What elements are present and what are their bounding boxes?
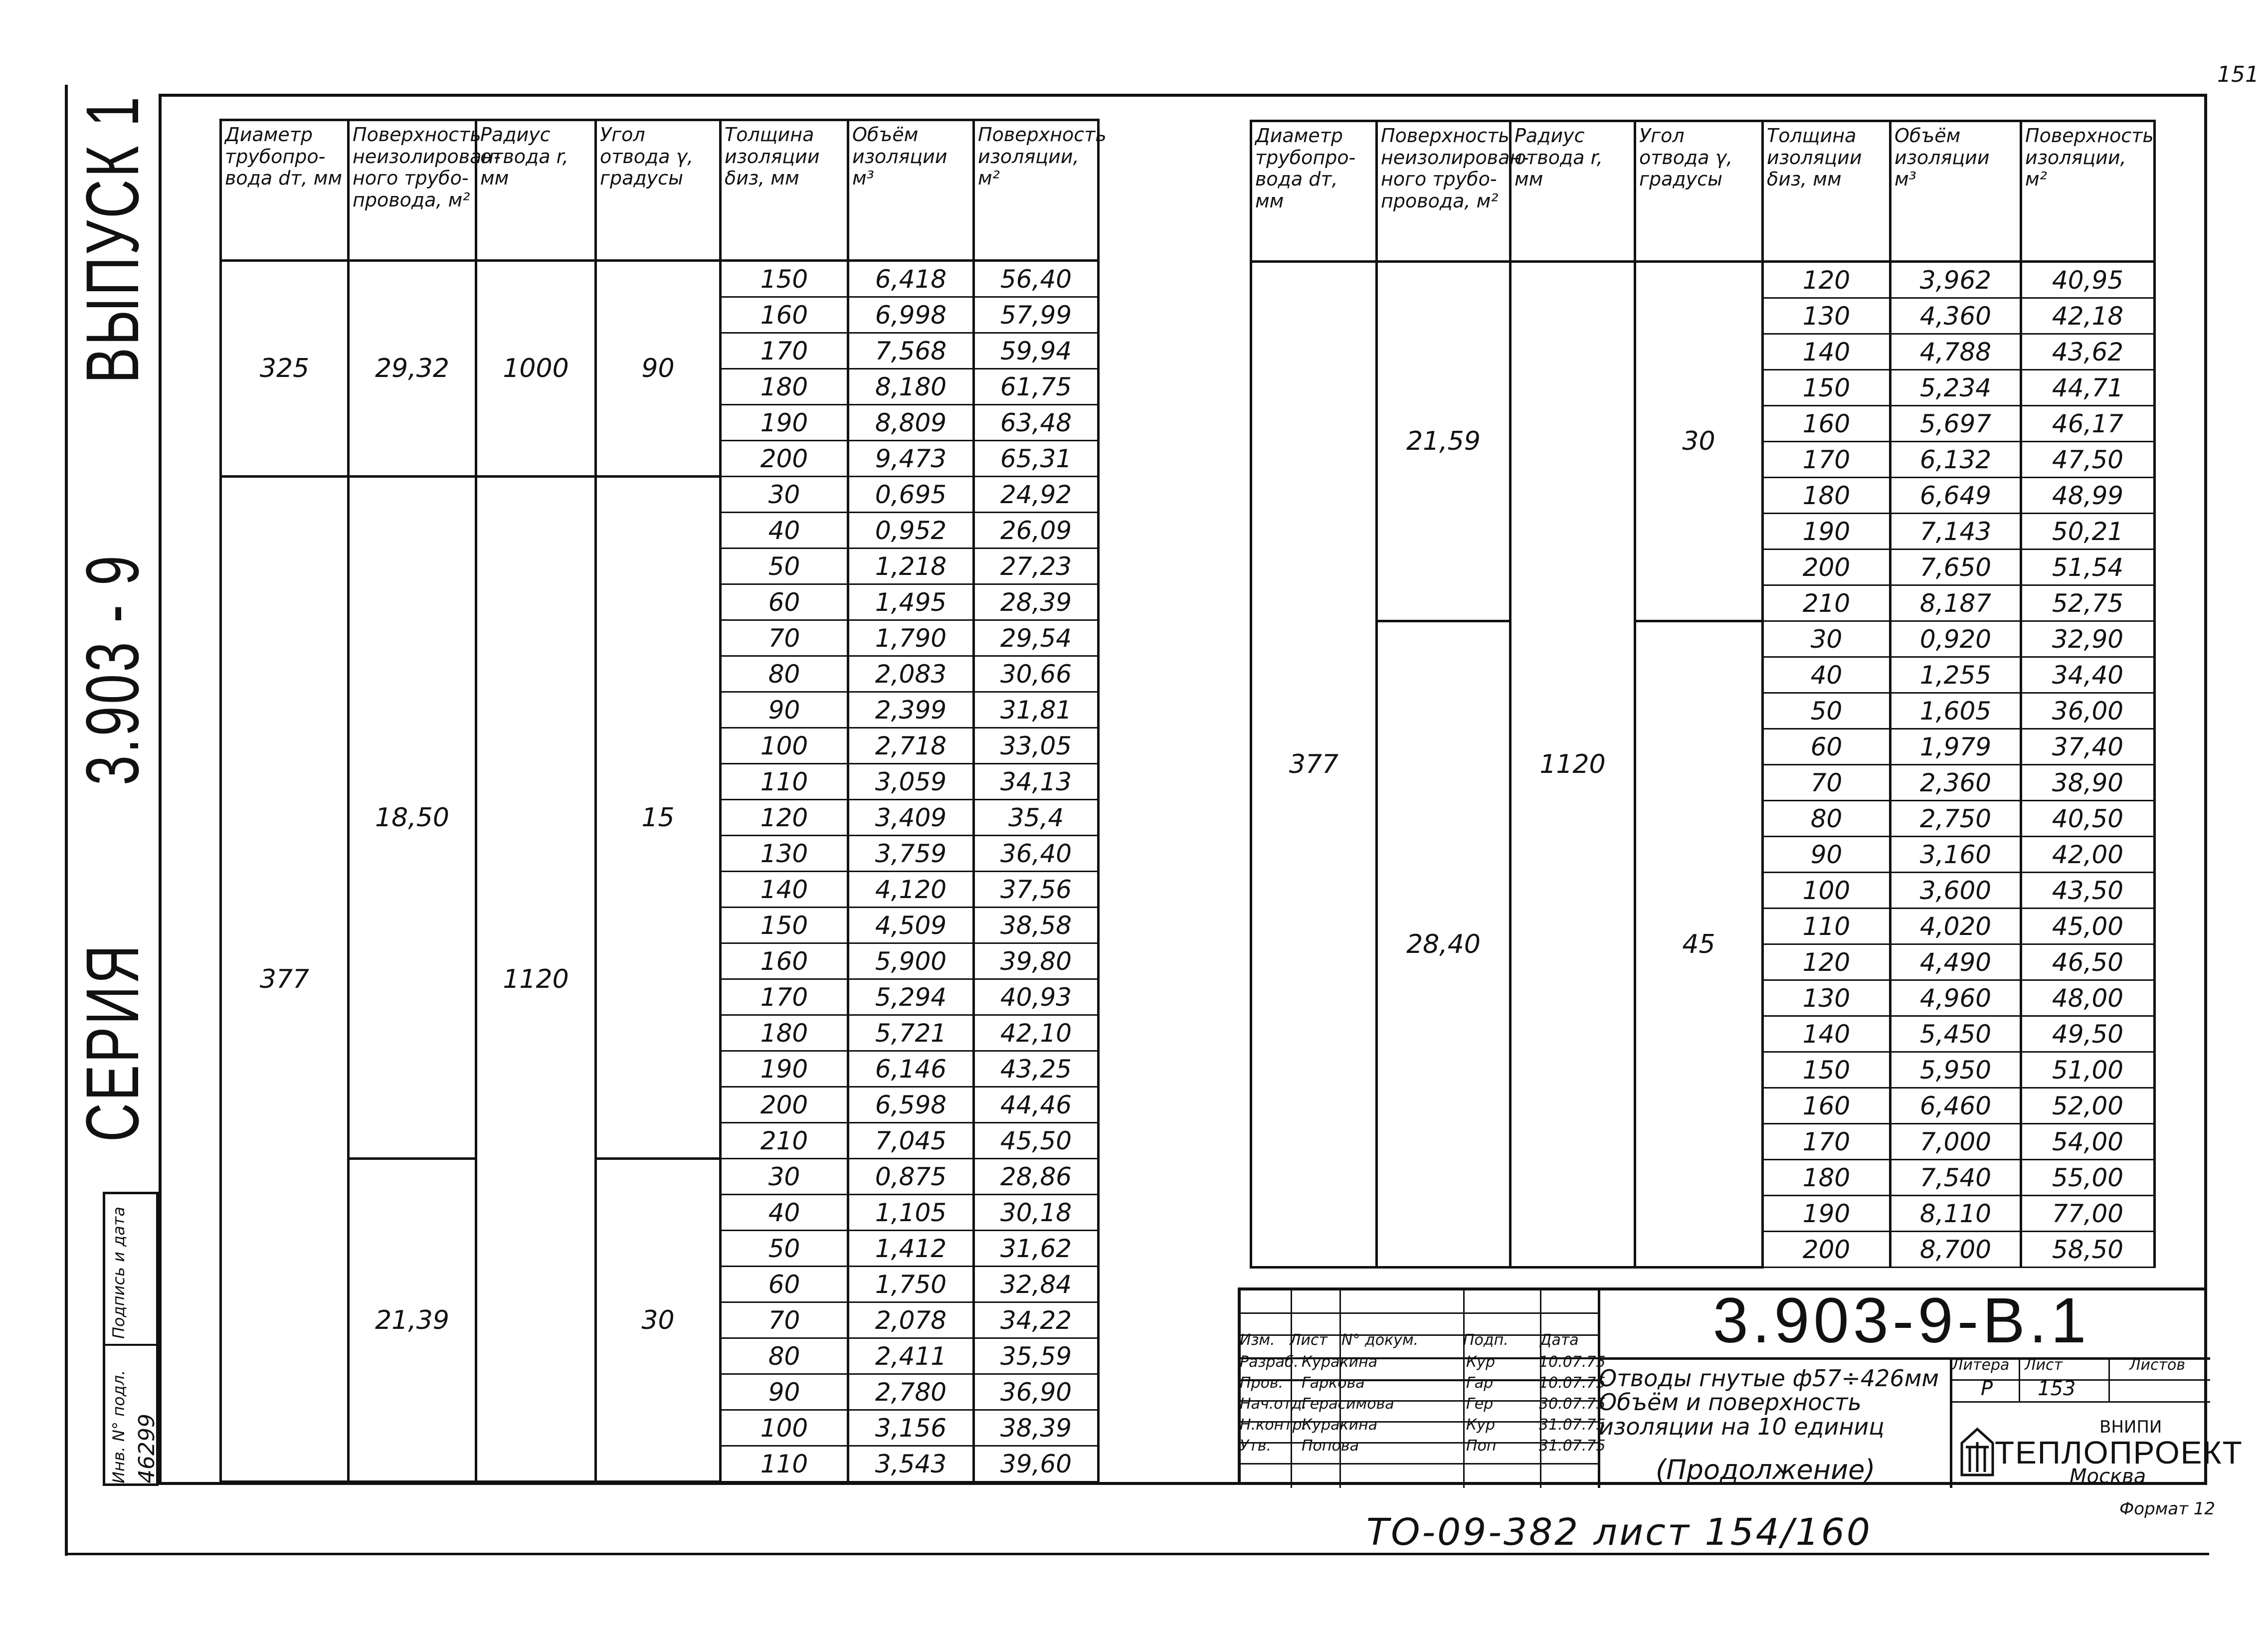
insulation-surface-cell: 46,17 xyxy=(2021,406,2155,442)
volume-cell: 1,605 xyxy=(1890,693,2021,729)
thickness-cell: 30 xyxy=(721,1159,848,1195)
insulation-surface-cell: 37,40 xyxy=(2021,729,2155,765)
volume-cell: 8,700 xyxy=(1890,1232,2021,1268)
header-insulation-surface: Поверхность изоляции, м² xyxy=(2021,121,2155,262)
volume-cell: 5,721 xyxy=(848,1015,974,1051)
col-sign: Подп. xyxy=(1463,1331,1509,1349)
angle-cell: 90 xyxy=(596,261,721,477)
thickness-cell: 130 xyxy=(721,836,848,872)
thickness-cell: 50 xyxy=(721,549,848,584)
thickness-cell: 180 xyxy=(721,369,848,405)
diameter-cell: 325 xyxy=(221,261,349,477)
thickness-cell: 170 xyxy=(721,333,848,369)
thickness-cell: 140 xyxy=(721,872,848,908)
insulation-surface-cell: 58,50 xyxy=(2021,1232,2155,1268)
thickness-cell: 180 xyxy=(1763,478,1890,514)
thickness-cell: 130 xyxy=(1763,980,1890,1016)
sheet-label: Лист xyxy=(2025,1356,2063,1374)
insulation-surface-cell: 52,00 xyxy=(2021,1088,2155,1124)
series-word: СЕРИЯ xyxy=(70,942,154,1142)
thickness-cell: 40 xyxy=(1763,657,1890,693)
volume-cell: 0,952 xyxy=(848,513,974,549)
volume-cell: 9,473 xyxy=(848,441,974,477)
radius-cell: 1000 xyxy=(476,261,596,477)
thickness-cell: 200 xyxy=(1763,1232,1890,1268)
thickness-cell: 110 xyxy=(721,764,848,800)
insulation-surface-cell: 42,10 xyxy=(974,1015,1099,1051)
role-label: Утв. xyxy=(1240,1437,1271,1455)
col-date: Дата xyxy=(1540,1331,1579,1349)
inv-label: Инв. N° подл. xyxy=(109,1370,128,1483)
thickness-cell: 120 xyxy=(721,800,848,836)
insulation-surface-cell: 45,00 xyxy=(2021,909,2155,944)
volume-cell: 6,998 xyxy=(848,297,974,333)
thickness-cell: 100 xyxy=(721,1410,848,1446)
volume-cell: 6,146 xyxy=(848,1051,974,1087)
volume-cell: 0,695 xyxy=(848,477,974,513)
insulation-surface-cell: 57,99 xyxy=(974,297,1099,333)
insulation-surface-cell: 48,00 xyxy=(2021,980,2155,1016)
insulation-surface-cell: 40,93 xyxy=(974,979,1099,1015)
volume-cell: 3,160 xyxy=(1890,837,2021,873)
insulation-surface-cell: 44,46 xyxy=(974,1087,1099,1123)
header-volume: Объём изоляции м³ xyxy=(848,120,974,261)
thickness-cell: 190 xyxy=(1763,1196,1890,1232)
thickness-cell: 200 xyxy=(721,1087,848,1123)
thickness-cell: 170 xyxy=(1763,442,1890,478)
volume-cell: 6,598 xyxy=(848,1087,974,1123)
table-row xyxy=(221,477,1099,513)
volume-cell: 8,110 xyxy=(1890,1196,2021,1232)
volume-cell: 5,697 xyxy=(1890,406,2021,442)
volume-cell: 7,568 xyxy=(848,333,974,369)
volume-cell: 3,543 xyxy=(848,1446,974,1482)
header-angle: Угол отвода γ, градусы xyxy=(596,120,721,261)
insulation-surface-cell: 36,00 xyxy=(2021,693,2155,729)
table-row xyxy=(221,261,1099,297)
volume-cell: 1,790 xyxy=(848,620,974,656)
insulation-surface-cell: 43,25 xyxy=(974,1051,1099,1087)
insulation-surface-cell: 36,40 xyxy=(974,836,1099,872)
angle-cell: 15 xyxy=(596,477,721,1159)
left-table xyxy=(219,119,1107,1483)
table-row xyxy=(221,1159,1099,1195)
role-label: Разраб. xyxy=(1240,1353,1299,1371)
volume-cell: 5,450 xyxy=(1890,1016,2021,1052)
col-doc: N° докум. xyxy=(1341,1331,1419,1349)
insulation-surface-cell: 35,4 xyxy=(974,800,1099,836)
volume-cell: 8,809 xyxy=(848,405,974,441)
angle-cell: 30 xyxy=(596,1159,721,1482)
thickness-cell: 50 xyxy=(721,1231,848,1267)
surface-cell: 18,50 xyxy=(349,477,476,1159)
insulation-surface-cell: 24,92 xyxy=(974,477,1099,513)
volume-cell: 2,083 xyxy=(848,656,974,692)
insulation-surface-cell: 29,54 xyxy=(974,620,1099,656)
volume-cell: 1,750 xyxy=(848,1267,974,1302)
volume-cell: 4,960 xyxy=(1890,980,2021,1016)
thickness-cell: 180 xyxy=(721,1015,848,1051)
inventory-stamp xyxy=(103,1192,159,1486)
insulation-surface-cell: 59,94 xyxy=(974,333,1099,369)
org-city: Москва xyxy=(2070,1465,2146,1488)
org-logo-icon xyxy=(1960,1427,1995,1477)
volume-cell: 1,412 xyxy=(848,1231,974,1267)
insulation-surface-cell: 39,80 xyxy=(974,943,1099,979)
insulation-surface-cell: 36,90 xyxy=(974,1374,1099,1410)
thickness-cell: 50 xyxy=(1763,693,1890,729)
insulation-surface-cell: 44,71 xyxy=(2021,370,2155,406)
role-signature: Кур xyxy=(1466,1416,1496,1434)
volume-cell: 3,759 xyxy=(848,836,974,872)
thickness-cell: 80 xyxy=(721,656,848,692)
volume-cell: 4,509 xyxy=(848,908,974,943)
insulation-surface-cell: 49,50 xyxy=(2021,1016,2155,1052)
thickness-cell: 30 xyxy=(1763,621,1890,657)
volume-cell: 1,218 xyxy=(848,549,974,584)
thickness-cell: 190 xyxy=(721,1051,848,1087)
insulation-surface-cell: 52,75 xyxy=(2021,585,2155,621)
thickness-cell: 110 xyxy=(1763,909,1890,944)
col-list: Лист xyxy=(1290,1331,1328,1349)
volume-cell: 4,360 xyxy=(1890,298,2021,334)
surface-cell: 29,32 xyxy=(349,261,476,477)
header-surface: Поверхность неизолирован-ного трубо-провода, м² xyxy=(1377,121,1511,262)
insulation-surface-cell: 32,84 xyxy=(974,1267,1099,1302)
document-subtitle: (Продолжение) xyxy=(1656,1454,1876,1485)
insulation-surface-cell: 77,00 xyxy=(2021,1196,2155,1232)
thickness-cell: 90 xyxy=(721,1374,848,1410)
insulation-surface-cell: 39,60 xyxy=(974,1446,1099,1482)
volume-cell: 4,788 xyxy=(1890,334,2021,370)
volume-cell: 3,059 xyxy=(848,764,974,800)
role-label: Пров. xyxy=(1240,1374,1284,1392)
role-name: Куракина xyxy=(1302,1416,1378,1434)
volume-cell: 2,780 xyxy=(848,1374,974,1410)
insulation-surface-cell: 47,50 xyxy=(2021,442,2155,478)
thickness-cell: 160 xyxy=(1763,406,1890,442)
insulation-surface-cell: 43,62 xyxy=(2021,334,2155,370)
role-date: 31.07.75 xyxy=(1539,1437,1606,1455)
thickness-cell: 150 xyxy=(1763,370,1890,406)
thickness-cell: 160 xyxy=(721,297,848,333)
insulation-surface-cell: 34,13 xyxy=(974,764,1099,800)
thickness-cell: 80 xyxy=(721,1338,848,1374)
insulation-surface-cell: 34,40 xyxy=(2021,657,2155,693)
title-line: Объём и поверхность xyxy=(1599,1389,1862,1416)
insulation-surface-cell: 42,00 xyxy=(2021,837,2155,873)
header-diameter: Диаметр трубопро-вода dт, мм xyxy=(1251,121,1377,262)
thickness-cell: 90 xyxy=(1763,837,1890,873)
role-signature: Гар xyxy=(1466,1374,1494,1392)
volume-cell: 2,360 xyxy=(1890,765,2021,801)
role-label: Нач.отд. xyxy=(1240,1395,1307,1413)
volume-cell: 2,718 xyxy=(848,728,974,764)
volume-cell: 6,418 xyxy=(848,261,974,297)
insulation-surface-cell: 30,18 xyxy=(974,1195,1099,1231)
radius-cell: 1120 xyxy=(476,477,596,1482)
volume-cell: 6,649 xyxy=(1890,478,2021,514)
volume-cell: 7,000 xyxy=(1890,1124,2021,1160)
thickness-cell: 130 xyxy=(1763,298,1890,334)
col-izm: Изм. xyxy=(1240,1331,1275,1349)
document-title xyxy=(1599,1366,1948,1439)
org-name: ТЕПЛОПРОЕКТ xyxy=(1995,1435,2243,1470)
thickness-cell: 160 xyxy=(1763,1088,1890,1124)
role-signature: Кур xyxy=(1466,1353,1496,1371)
volume-cell: 6,132 xyxy=(1890,442,2021,478)
volume-cell: 7,045 xyxy=(848,1123,974,1159)
diameter-cell: 377 xyxy=(221,477,349,1482)
volume-cell: 1,255 xyxy=(1890,657,2021,693)
stage-value: Р xyxy=(1981,1377,1993,1400)
thickness-cell: 200 xyxy=(1763,550,1890,585)
header-volume: Объём изоляции м³ xyxy=(1890,121,2021,262)
thickness-cell: 100 xyxy=(1763,873,1890,909)
volume-cell: 1,105 xyxy=(848,1195,974,1231)
volume-cell: 0,920 xyxy=(1890,621,2021,657)
thickness-cell: 200 xyxy=(721,441,848,477)
insulation-surface-cell: 42,18 xyxy=(2021,298,2155,334)
stage-label: Литера xyxy=(1952,1356,2010,1374)
surface-cell: 28,40 xyxy=(1377,621,1511,1268)
insulation-surface-cell: 33,05 xyxy=(974,728,1099,764)
insulation-surface-cell: 28,86 xyxy=(974,1159,1099,1195)
role-name: Куракина xyxy=(1302,1353,1378,1371)
insulation-surface-cell: 63,48 xyxy=(974,405,1099,441)
insulation-surface-cell: 40,50 xyxy=(2021,801,2155,837)
role-name: Герасимова xyxy=(1302,1395,1394,1413)
thickness-cell: 30 xyxy=(721,477,848,513)
thickness-cell: 100 xyxy=(721,728,848,764)
thickness-cell: 150 xyxy=(721,908,848,943)
insulation-surface-cell: 28,39 xyxy=(974,584,1099,620)
thickness-cell: 210 xyxy=(1763,585,1890,621)
table-row xyxy=(1251,262,2155,298)
radius-cell: 1120 xyxy=(1511,262,1635,1268)
surface-cell: 21,39 xyxy=(349,1159,476,1482)
header-diameter: Диаметр трубопро-вода dт, мм xyxy=(221,120,349,261)
volume-cell: 5,234 xyxy=(1890,370,2021,406)
volume-cell: 4,020 xyxy=(1890,909,2021,944)
thickness-cell: 70 xyxy=(1763,765,1890,801)
org-short-name: ВНИПИ xyxy=(2099,1417,2162,1437)
header-radius: Радиус отвода r, мм xyxy=(476,120,596,261)
thickness-cell: 40 xyxy=(721,513,848,549)
thickness-cell: 40 xyxy=(721,1195,848,1231)
volume-cell: 7,143 xyxy=(1890,514,2021,550)
volume-cell: 3,962 xyxy=(1890,262,2021,298)
volume-cell: 8,180 xyxy=(848,369,974,405)
thickness-cell: 210 xyxy=(721,1123,848,1159)
bottom-rule xyxy=(65,1553,2209,1555)
insulation-surface-cell: 65,31 xyxy=(974,441,1099,477)
thickness-cell: 140 xyxy=(1763,334,1890,370)
insulation-surface-cell: 38,58 xyxy=(974,908,1099,943)
insulation-surface-cell: 51,54 xyxy=(2021,550,2155,585)
header-surface: Поверхность неизолирован-ного трубо-провода, м² xyxy=(349,120,476,261)
thickness-cell: 120 xyxy=(1763,944,1890,980)
thickness-cell: 140 xyxy=(1763,1016,1890,1052)
insulation-surface-cell: 56,40 xyxy=(974,261,1099,297)
insulation-surface-cell: 38,39 xyxy=(974,1410,1099,1446)
inv-number: 46299 xyxy=(134,1414,160,1483)
page-number: 151 xyxy=(2217,62,2259,87)
insulation-surface-cell: 27,23 xyxy=(974,549,1099,584)
thickness-cell: 170 xyxy=(721,979,848,1015)
thickness-cell: 90 xyxy=(721,692,848,728)
insulation-surface-cell: 55,00 xyxy=(2021,1160,2155,1196)
footer-reference: ТО-09-382 лист 154/160 xyxy=(1366,1511,1872,1554)
volume-cell: 7,540 xyxy=(1890,1160,2021,1196)
thickness-cell: 180 xyxy=(1763,1160,1890,1196)
role-name: Попова xyxy=(1302,1437,1359,1455)
volume-cell: 2,411 xyxy=(848,1338,974,1374)
volume-cell: 1,495 xyxy=(848,584,974,620)
thickness-cell: 190 xyxy=(721,405,848,441)
document-code: 3.903-9-В.1 xyxy=(1712,1285,2090,1356)
role-signature: Поп xyxy=(1466,1437,1497,1455)
angle-cell: 45 xyxy=(1635,621,1763,1268)
header-radius: Радиус отвода r, мм xyxy=(1511,121,1635,262)
role-date: 31.07.75 xyxy=(1539,1416,1606,1434)
insulation-surface-cell: 46,50 xyxy=(2021,944,2155,980)
thickness-cell: 60 xyxy=(721,1267,848,1302)
role-signature: Гер xyxy=(1466,1395,1494,1413)
sheet-value: 153 xyxy=(2038,1377,2076,1400)
margin-line xyxy=(65,85,68,1556)
insulation-surface-cell: 31,62 xyxy=(974,1231,1099,1267)
signature-label: Подпись и дата xyxy=(109,1206,128,1339)
surface-cell: 21,59 xyxy=(1377,262,1511,621)
volume-cell: 4,120 xyxy=(848,872,974,908)
thickness-cell: 190 xyxy=(1763,514,1890,550)
insulation-surface-cell: 35,59 xyxy=(974,1338,1099,1374)
angle-cell: 30 xyxy=(1635,262,1763,621)
insulation-surface-cell: 40,95 xyxy=(2021,262,2155,298)
volume-cell: 2,750 xyxy=(1890,801,2021,837)
thickness-cell: 60 xyxy=(1763,729,1890,765)
insulation-surface-cell: 26,09 xyxy=(974,513,1099,549)
volume-cell: 6,460 xyxy=(1890,1088,2021,1124)
volume-cell: 8,187 xyxy=(1890,585,2021,621)
volume-cell: 3,600 xyxy=(1890,873,2021,909)
thickness-cell: 150 xyxy=(721,261,848,297)
thickness-cell: 120 xyxy=(1763,262,1890,298)
header-insulation-surface: Поверхность изоляции, м² xyxy=(974,120,1099,261)
volume-cell: 1,979 xyxy=(1890,729,2021,765)
role-date: 10.07.75 xyxy=(1539,1374,1606,1392)
series-label xyxy=(70,94,154,1142)
volume-cell: 2,399 xyxy=(848,692,974,728)
insulation-surface-cell: 48,99 xyxy=(2021,478,2155,514)
title-line: изоляции на 10 единиц xyxy=(1599,1413,1885,1440)
series-number: 3.903 - 9 xyxy=(70,553,154,786)
insulation-surface-cell: 43,50 xyxy=(2021,873,2155,909)
role-label: Н.контр. xyxy=(1240,1416,1307,1434)
header-thickness: Толщина изоляции δиз, мм xyxy=(1763,121,1890,262)
table-row xyxy=(1251,621,2155,657)
insulation-surface-cell: 32,90 xyxy=(2021,621,2155,657)
issue-label: ВЫПУСК 1 xyxy=(70,94,154,384)
thickness-cell: 70 xyxy=(721,1302,848,1338)
volume-cell: 5,900 xyxy=(848,943,974,979)
right-table xyxy=(1250,120,2156,1269)
insulation-surface-cell: 54,00 xyxy=(2021,1124,2155,1160)
insulation-surface-cell: 50,21 xyxy=(2021,514,2155,550)
insulation-surface-cell: 30,66 xyxy=(974,656,1099,692)
thickness-cell: 150 xyxy=(1763,1052,1890,1088)
insulation-surface-cell: 37,56 xyxy=(974,872,1099,908)
thickness-cell: 170 xyxy=(1763,1124,1890,1160)
title-line: Отводы гнутые ф57÷426мм xyxy=(1599,1365,1939,1392)
format-label: Формат 12 xyxy=(2119,1499,2216,1519)
volume-cell: 5,950 xyxy=(1890,1052,2021,1088)
insulation-surface-cell: 31,81 xyxy=(974,692,1099,728)
header-thickness: Толщина изоляции δиз, мм xyxy=(721,120,848,261)
volume-cell: 0,875 xyxy=(848,1159,974,1195)
volume-cell: 3,156 xyxy=(848,1410,974,1446)
volume-cell: 5,294 xyxy=(848,979,974,1015)
volume-cell: 4,490 xyxy=(1890,944,2021,980)
thickness-cell: 70 xyxy=(721,620,848,656)
insulation-surface-cell: 61,75 xyxy=(974,369,1099,405)
thickness-cell: 160 xyxy=(721,943,848,979)
role-date: 30.07.75 xyxy=(1539,1395,1606,1413)
sheets-label: Листов xyxy=(2129,1356,2186,1374)
thickness-cell: 60 xyxy=(721,584,848,620)
diameter-cell: 377 xyxy=(1251,262,1377,1268)
insulation-surface-cell: 38,90 xyxy=(2021,765,2155,801)
thickness-cell: 110 xyxy=(721,1446,848,1482)
volume-cell: 3,409 xyxy=(848,800,974,836)
insulation-surface-cell: 51,00 xyxy=(2021,1052,2155,1088)
header-angle: Угол отвода γ, градусы xyxy=(1635,121,1763,262)
thickness-cell: 80 xyxy=(1763,801,1890,837)
volume-cell: 2,078 xyxy=(848,1302,974,1338)
role-date: 10.07.75 xyxy=(1539,1353,1606,1371)
insulation-surface-cell: 34,22 xyxy=(974,1302,1099,1338)
insulation-surface-cell: 45,50 xyxy=(974,1123,1099,1159)
role-name: Гаркова xyxy=(1302,1374,1365,1392)
volume-cell: 7,650 xyxy=(1890,550,2021,585)
